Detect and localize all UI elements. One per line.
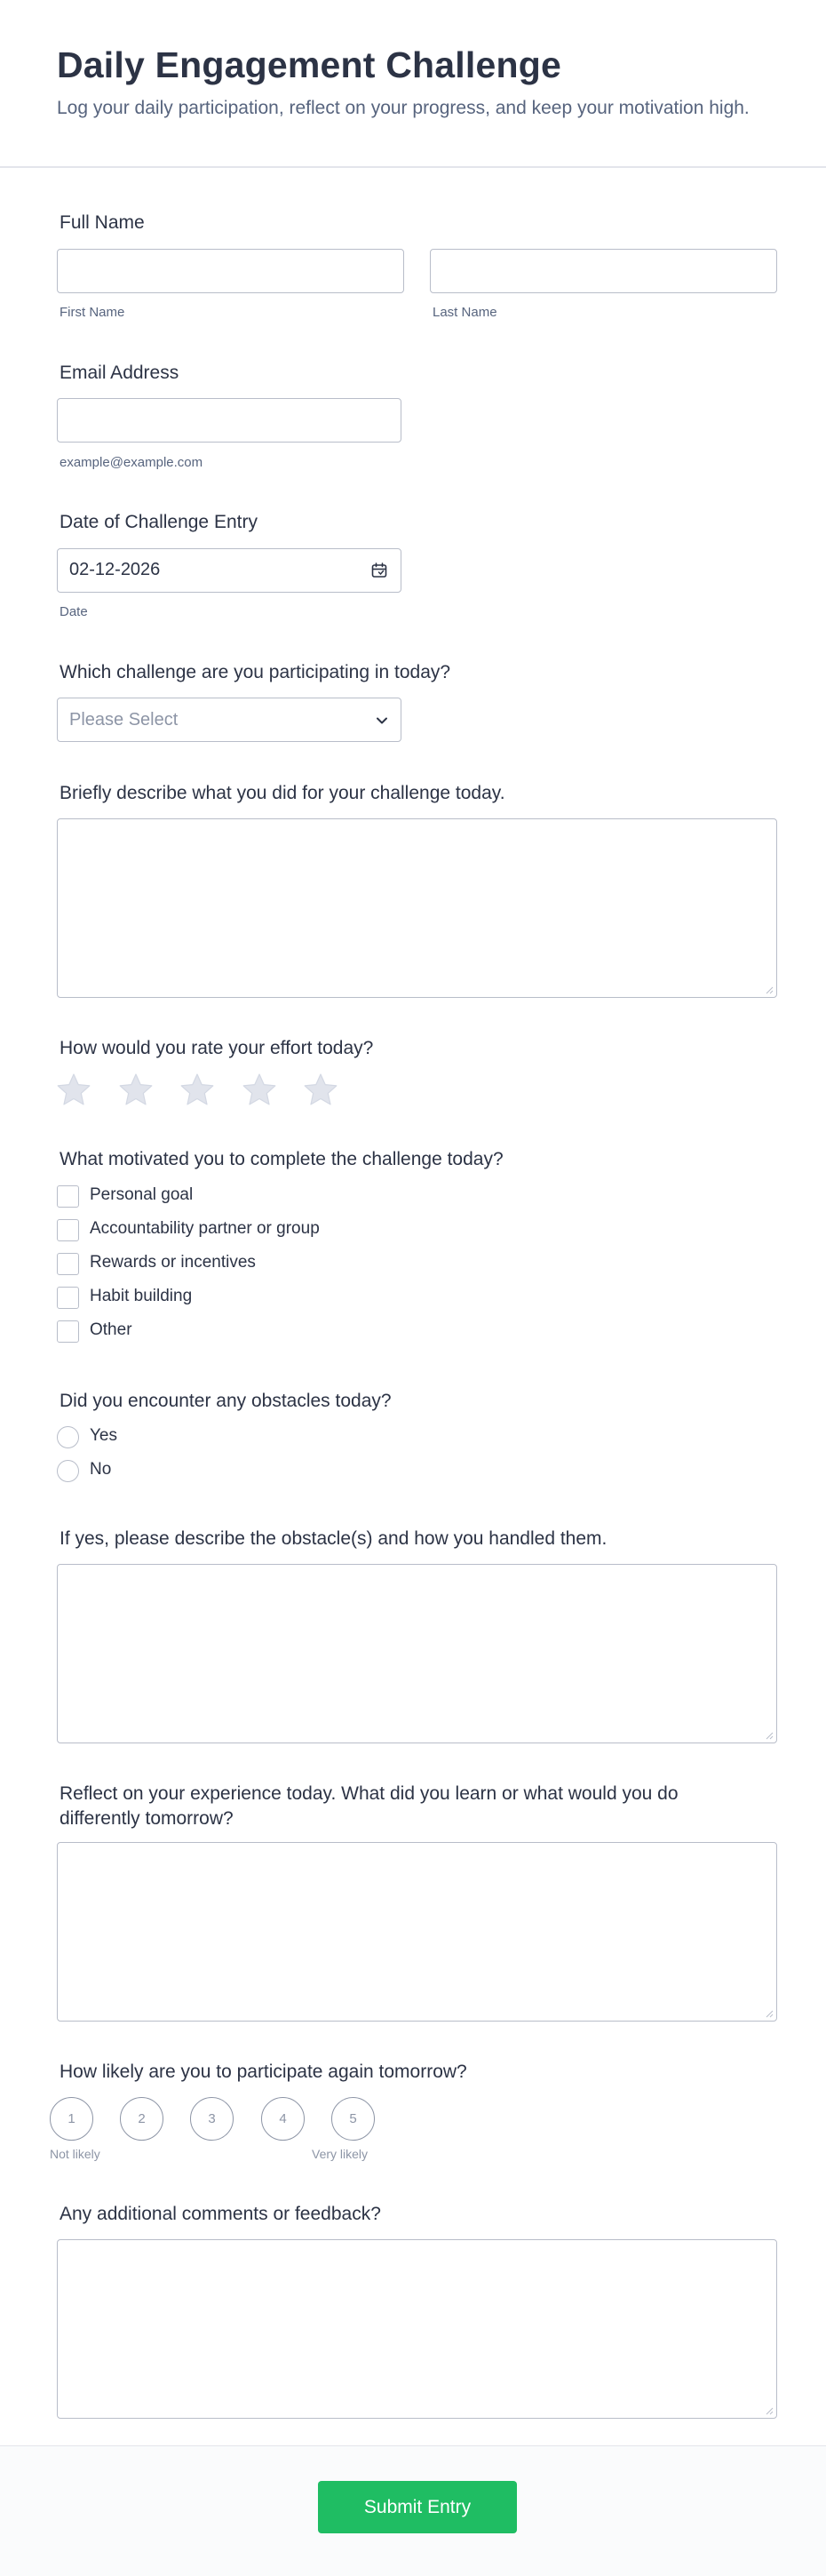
- resize-handle-icon[interactable]: [765, 2009, 774, 2018]
- radio-option-no[interactable]: [57, 1459, 323, 1484]
- first-name-sublabel: First Name: [60, 305, 125, 320]
- checkbox[interactable]: [57, 1185, 79, 1208]
- obstacles-label: Did you encounter any obstacles today?: [60, 1391, 392, 1411]
- radio-button[interactable]: [57, 1460, 79, 1482]
- date-sublabel: Date: [60, 604, 88, 619]
- date-label: Date of Challenge Entry: [60, 512, 258, 532]
- describe-label: Briefly describe what you did for your challenge today.: [60, 783, 505, 803]
- first-name-input[interactable]: [57, 249, 404, 293]
- star-icon-5[interactable]: [302, 1072, 339, 1109]
- obstacle-describe-textarea[interactable]: [57, 1564, 777, 1743]
- checkbox-label: Habit building: [90, 1287, 193, 1305]
- date-value: 02-12-2026: [69, 560, 161, 579]
- full-name-label: Full Name: [60, 212, 145, 233]
- checkbox-option[interactable]: [57, 1286, 501, 1311]
- scale-option-2[interactable]: 2: [120, 2097, 163, 2141]
- checkbox-option[interactable]: [57, 1218, 501, 1243]
- checkbox[interactable]: [57, 1219, 79, 1241]
- checkbox-label: Other: [90, 1320, 132, 1339]
- challenge-label: Which challenge are you participating in today?: [60, 662, 451, 682]
- star-icon-4[interactable]: [241, 1072, 278, 1109]
- scale-option-5[interactable]: 5: [331, 2097, 375, 2141]
- chevron-down-icon: [374, 713, 390, 729]
- date-input[interactable]: [57, 548, 401, 593]
- email-label: Email Address: [60, 363, 179, 383]
- resize-handle-icon[interactable]: [765, 2406, 774, 2415]
- scale-max-caption: Very likely: [312, 2147, 369, 2161]
- submit-button[interactable]: Submit Entry: [318, 2481, 517, 2533]
- describe-textarea[interactable]: [57, 818, 777, 998]
- calendar-icon[interactable]: [370, 562, 388, 579]
- resize-handle-icon[interactable]: [765, 1731, 774, 1740]
- motivation-label: What motivated you to complete the challenge today?: [60, 1149, 504, 1169]
- resize-handle-icon[interactable]: [765, 985, 774, 994]
- challenge-select[interactable]: [57, 698, 401, 742]
- checkbox-label: Accountability partner or group: [90, 1219, 320, 1238]
- last-name-sublabel: Last Name: [433, 305, 497, 320]
- scale-option-4[interactable]: 4: [261, 2097, 305, 2141]
- checkbox[interactable]: [57, 1320, 79, 1343]
- star-icon-1[interactable]: [55, 1072, 92, 1109]
- checkbox-label: Rewards or incentives: [90, 1253, 256, 1272]
- form-subtitle: Log your daily participation, reflect on your progress, and keep your motivation high.: [57, 98, 750, 118]
- radio-label: No: [90, 1460, 112, 1479]
- reflect-textarea[interactable]: [57, 1842, 777, 2022]
- checkbox-label: Personal goal: [90, 1185, 194, 1204]
- radio-button[interactable]: [57, 1426, 79, 1448]
- challenge-placeholder: Please Select: [69, 710, 179, 730]
- comments-label: Any additional comments or feedback?: [60, 2204, 381, 2224]
- radio-label: Yes: [90, 1426, 117, 1445]
- last-name-input[interactable]: [430, 249, 777, 293]
- scale-min-caption: Not likely: [50, 2147, 100, 2161]
- scale-option-1[interactable]: 1: [50, 2097, 93, 2141]
- checkbox-option[interactable]: [57, 1252, 501, 1277]
- checkbox-option[interactable]: [57, 1184, 501, 1209]
- scale-option-3[interactable]: 3: [190, 2097, 234, 2141]
- star-icon-3[interactable]: [179, 1072, 216, 1109]
- form-title: Daily Engagement Challenge: [57, 44, 561, 85]
- star-icon-2[interactable]: [117, 1072, 155, 1109]
- likelihood-label: How likely are you to participate again tomorrow?: [60, 2062, 467, 2082]
- checkbox[interactable]: [57, 1253, 79, 1275]
- form-header: [0, 0, 826, 168]
- comments-textarea[interactable]: [57, 2239, 777, 2419]
- email-sublabel: example@example.com: [60, 455, 203, 470]
- radio-option-yes[interactable]: [57, 1425, 323, 1450]
- effort-label: How would you rate your effort today?: [60, 1038, 374, 1058]
- checkbox[interactable]: [57, 1287, 79, 1309]
- obstacle-describe-label: If yes, please describe the obstacle(s) and how you handled them.: [60, 1528, 608, 1549]
- reflect-label: Reflect on your experience today. What did you learn or what would you do differently tomorrow?: [60, 1783, 679, 1829]
- checkbox-option[interactable]: [57, 1320, 501, 1344]
- email-input[interactable]: [57, 398, 401, 443]
